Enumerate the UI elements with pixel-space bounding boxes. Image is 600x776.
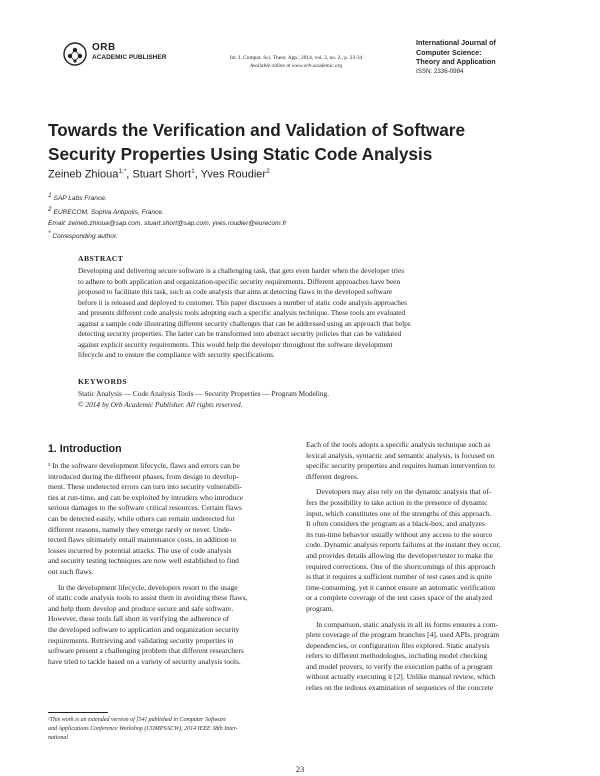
author-affil-mark: 2 bbox=[266, 168, 270, 175]
orb-globe-icon bbox=[62, 41, 88, 67]
affiliation-mark: 2 bbox=[48, 205, 52, 213]
author-list bbox=[48, 168, 270, 181]
copyright-notice: © 2014 by Orb Academic Publisher. All rights reserved. bbox=[78, 400, 243, 409]
left-column bbox=[48, 461, 296, 667]
journal-line: International Journal of bbox=[416, 38, 496, 47]
body-line: relies on the tedious examination of sequences of the concrete bbox=[306, 683, 494, 693]
body-line: time-consuming, yet it cannot ensure an automatic verification bbox=[306, 582, 496, 592]
abstract-heading: ABSTRACT bbox=[78, 254, 124, 263]
abstract-line: lifecycle and to ensure the compliance with security specifications. bbox=[78, 350, 275, 359]
footnote-line: ¹This work is an extended version of [54] published in Computer Software bbox=[48, 717, 227, 723]
body-line: It often considers the program as a black-box, and analyzes bbox=[306, 519, 485, 529]
body-line: different degrees. bbox=[306, 471, 359, 481]
affiliation-text: EURECOM, Sophia Antipolis, France. bbox=[53, 208, 164, 216]
title-line: Security Properties Using Static Code Analysis bbox=[48, 144, 433, 164]
affiliation-item bbox=[48, 205, 287, 219]
author-name: Yves Roudier bbox=[200, 168, 267, 181]
affiliation-mark: * bbox=[48, 230, 51, 238]
affiliation-mark: 1 bbox=[48, 192, 52, 199]
issn: ISSN: 2336-0984 bbox=[416, 67, 464, 75]
publisher-logo bbox=[62, 41, 182, 67]
body-line: dependencies, or configuration files explored. Static analysis bbox=[306, 640, 490, 650]
author-name: Stuart Short bbox=[132, 168, 192, 181]
body-line: and model provers, to verify the execution paths of a program bbox=[306, 661, 493, 671]
logo-main-text: ORB bbox=[92, 42, 116, 53]
body-line: losses incurred by potential attacks. The use of code analysis bbox=[48, 545, 232, 555]
author-separator: , bbox=[194, 168, 201, 181]
affiliation-item bbox=[48, 229, 287, 243]
body-line: out such flaws. bbox=[48, 566, 94, 576]
paper-title bbox=[48, 118, 568, 166]
body-line: or a complete coverage of the test cases space of the analyzed bbox=[306, 593, 493, 603]
footnote-line: and Applications Conference Workshop (COMPSACW), 2014 IEEE 38th Inter- bbox=[48, 726, 238, 732]
email-text: Email: zeineb.zhioua@sap.com, stuart.short@sap.com, yves.roudier@eurecom.fr bbox=[48, 219, 287, 227]
availability: Available online at www.orb-academic.org bbox=[249, 63, 343, 69]
section-number: 1. bbox=[48, 443, 57, 455]
body-line: program. bbox=[306, 603, 334, 613]
section-heading bbox=[48, 443, 122, 455]
body-line: introduced during the different phases, from design to develop- bbox=[48, 471, 239, 481]
author-affil-mark: 1,* bbox=[118, 168, 127, 175]
affiliation-item bbox=[48, 191, 287, 205]
abstract-line: and presents different code analysis tools adopting each a specific analysis technique. These tools are evaluated bbox=[78, 308, 406, 317]
author-affil-mark: 1 bbox=[191, 168, 195, 175]
body-line: However, these tools fall short in verifying the adherence of bbox=[48, 614, 230, 624]
footnote bbox=[48, 716, 238, 743]
body-line: In comparison, static analysis in all its forms ensures a com- bbox=[316, 619, 499, 629]
page-number: 23 bbox=[295, 764, 305, 774]
section-title: Introduction bbox=[59, 443, 122, 455]
body-line: and security testing techniques are now well established to find bbox=[48, 556, 239, 566]
body-line: lexical analysis, syntactic and semantic analysis, is focused on bbox=[306, 450, 495, 460]
keywords-text: Static Analysis — Code Analysis Tools — Security Properties — Program Modeling. bbox=[78, 389, 330, 398]
body-line: ¹ In the software development lifecycle, flaws and errors can be bbox=[48, 461, 240, 470]
body-line: serious damages to the software critical resources. Certain flaws bbox=[48, 503, 242, 513]
body-line: is that it requires a sufficient number of test cases and is quite bbox=[306, 572, 492, 582]
body-line: refers to different methodologies, including model checking bbox=[306, 651, 488, 661]
abstract-line: before it is released and deployed to customer. This paper discusses a number of static code analysis approaches bbox=[78, 297, 408, 307]
body-line: of static code analysis tools to assist them in avoiding these flaws, bbox=[48, 593, 248, 603]
body-line: and provides details allowing the developer/tester to make the bbox=[306, 550, 493, 560]
body-line: required corrections. One of the shortcomings of this approach bbox=[306, 561, 496, 571]
body-line: have tried to tackle based on a variety of security analysis tools. bbox=[48, 656, 241, 666]
body-line: ties at run-time, and can be exploited by intruders who introduce bbox=[48, 492, 244, 502]
body-line: without actually executing it [2]. Unlike manual review, which bbox=[306, 672, 496, 682]
abstract-body bbox=[78, 266, 522, 361]
body-line: plete coverage of the program branches [4], used APIs, program bbox=[306, 630, 500, 640]
publication-info bbox=[200, 54, 392, 70]
abstract-line: to adhere to both application and organization-specific security requirements. Different approaches have been bbox=[78, 276, 401, 286]
abstract-line: Developing and delivering secure software is a challenging task, that gets even harder when the developer tries bbox=[78, 266, 405, 275]
author-name: Zeineb Zhioua bbox=[48, 168, 119, 181]
journal-line: Theory and Application bbox=[416, 57, 496, 66]
body-line: its run-time behavior usually without any access to the source bbox=[306, 529, 493, 539]
footnote-line: national bbox=[48, 735, 69, 741]
abstract-line: against a sample code illustrating different security challenges that can be addressed using an approach that helps bbox=[78, 318, 411, 328]
abstract-line: against explicit security requirements. This would help the developer throughout the software development bbox=[78, 339, 393, 349]
body-line: different reasons, namely they emerge rarely or never. Unde- bbox=[48, 524, 232, 534]
journal-line: Computer Science: bbox=[416, 47, 482, 57]
body-line: the developed software to application and organization security bbox=[48, 624, 240, 634]
logo-sub-text: ACADEMIC PUBLISHER bbox=[92, 54, 167, 61]
body-line: fers the possibility to take action in the presence of dynamic bbox=[306, 497, 488, 507]
body-line: specific security properties and requires human intervention to bbox=[306, 461, 495, 471]
body-line: code. Dynamic analysis reports failures at the instant they occur, bbox=[306, 540, 501, 550]
affiliation-item bbox=[48, 219, 287, 230]
body-line: tected flaws ultimately entail maintenance costs, in addition to bbox=[48, 535, 237, 545]
citation: Int. J. Comput. Sci. Theor. App., 2014, vol. 2, no. 2., p. 23-34 bbox=[229, 55, 363, 61]
abstract-line: proposed to facilitate this task, such as code analysis that aims at detecting flaws in the developed software bbox=[78, 287, 393, 296]
body-line: In the development lifecycle, developers resort to the usage bbox=[58, 582, 238, 592]
body-line: can be detected easily, while others can remain undetected for bbox=[48, 513, 235, 523]
affiliation-text: Corresponding author. bbox=[52, 233, 118, 241]
body-line: and help them develop and produce secure and safe software. bbox=[48, 603, 234, 613]
right-column bbox=[306, 440, 554, 694]
journal-block bbox=[416, 38, 566, 76]
abstract-line: detecting security properties. The latter can be transformed into abstract security policies that can be validated bbox=[78, 329, 402, 338]
author-separator: , bbox=[126, 168, 133, 181]
keywords-heading: KEYWORDS bbox=[78, 377, 128, 386]
affiliation-text: SAP Labs France. bbox=[53, 195, 107, 203]
body-line: input, which constitutes one of the strengths of this approach. bbox=[306, 508, 492, 518]
footnote-rule bbox=[48, 712, 108, 713]
body-line: Developers may also rely on the dynamic analysis that of- bbox=[316, 487, 492, 497]
affiliations bbox=[48, 191, 287, 243]
title-line: Towards the Verification and Validation of Software bbox=[48, 120, 466, 140]
body-line: software present a challenging problem that different researchers bbox=[48, 646, 244, 656]
body-line: ment. These undetected errors can turn into security vulnerabili- bbox=[48, 482, 242, 492]
body-line: Each of the tools adopts a specific analysis technique such as bbox=[306, 440, 491, 449]
body-line: requirements. Retrieving and validating security properties in bbox=[48, 635, 234, 645]
